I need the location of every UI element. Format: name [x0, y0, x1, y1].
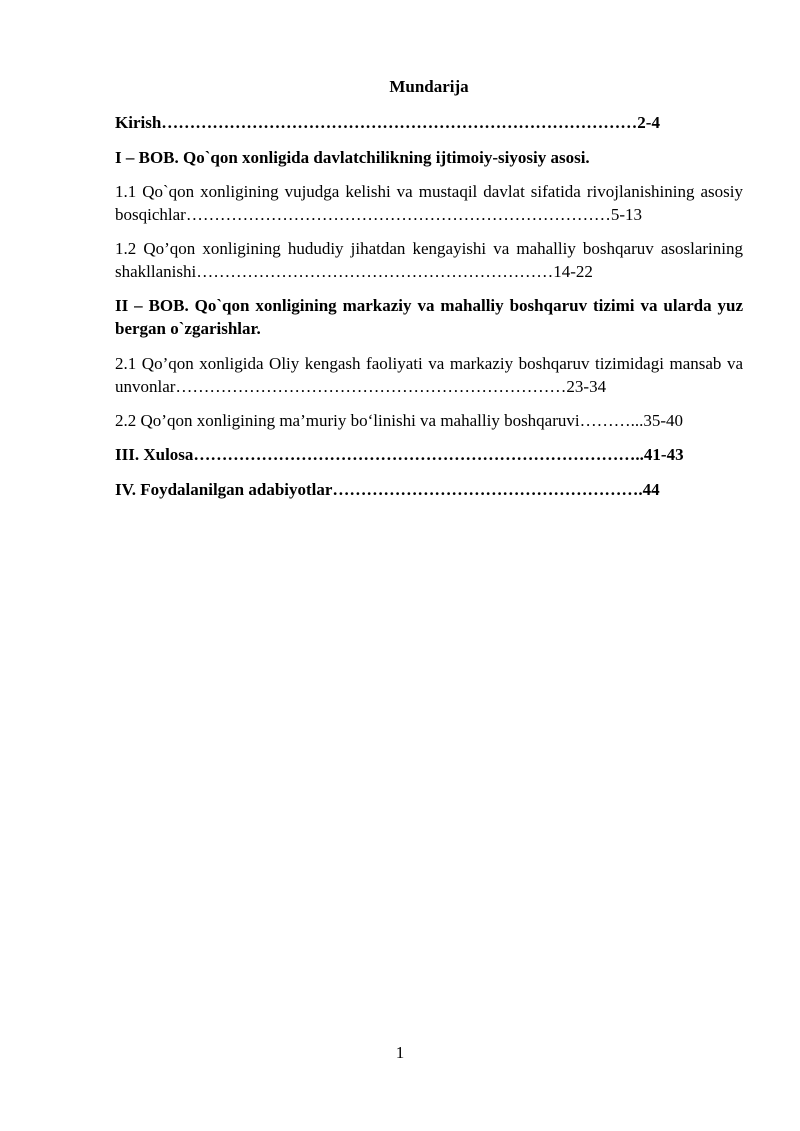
toc-entry-chapter-2: II – BOB. Qo`qon xonligining markaziy va mahalliy boshqaruv tizimi va ularda yuz bergan o`zgarishlar. [115, 296, 743, 338]
toc-entry-chapter-1: I – BOB. Qo`qon xonligida davlatchilikning ijtimoiy-siyosiy asosi. [115, 148, 590, 167]
toc-entry-conclusion: III. Xulosa……………………………………………………………………..41-43 [115, 445, 684, 464]
toc-entry-bibliography: IV. Foydalanilgan adabiyotlar……………………………………………….44 [115, 480, 660, 499]
toc-entry-section-1-2: 1.2 Qo’qon xonligining hududiy jihatdan kengayishi va mahalliy boshqaruv asoslarining shakllanishi………………………………………………………14-22 [115, 239, 743, 281]
toc-entry-kirish: Kirish…………………………………………………………………………2-4 [115, 113, 660, 132]
document-title: Mundarija [389, 77, 469, 96]
toc-entry-section-2-1: 2.1 Qo’qon xonligida Oliy kengash faoliyati va markaziy boshqaruv tizimidagi mansab va unvonlar……………………………………………………………23-34 [115, 354, 743, 396]
page-number: 1 [395, 1043, 405, 1062]
toc-entry-section-2-2: 2.2 Qo’qon xonligining ma’muriy bo‘linishi va mahalliy boshqaruvi………...35-40 [115, 411, 684, 430]
toc-entry-section-1-1: 1.1 Qo`qon xonligining vujudga kelishi va mustaqil davlat sifatida rivojlanishining asosiy bosqichlar…………………………………………………………………5-13 [115, 182, 743, 224]
